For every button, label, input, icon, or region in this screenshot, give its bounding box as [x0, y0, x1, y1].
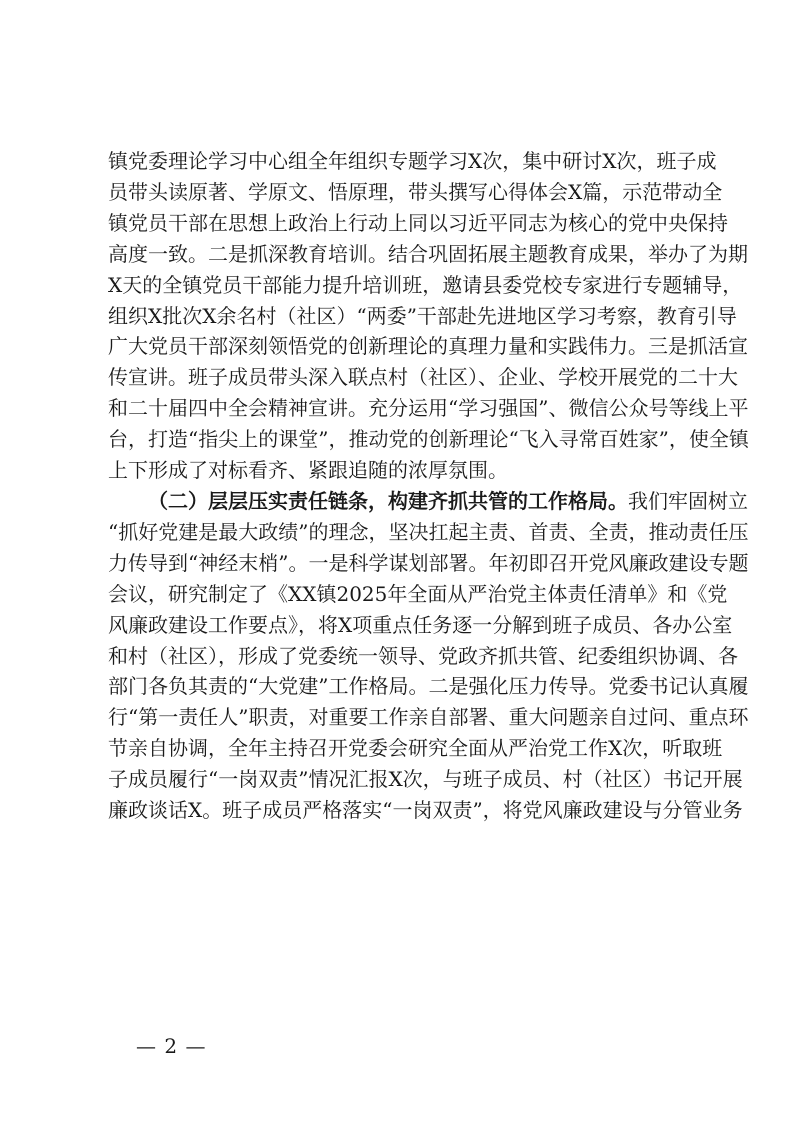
text-line: 部门各负其责的“大党建”工作格局。二是强化压力传导。党委书记认真履	[108, 674, 749, 699]
text-line: 组织X批次X余名村（社区）“两委”干部赴先进地区学习考察，教育引导	[108, 303, 737, 328]
text-line: 会议，研究制定了《XX镇2025年全面从严治党主体责任清单》和《党	[108, 581, 728, 606]
text-line: 员带头读原著、学原文、悟原理，带头撰写心得体会X篇，示范带动全	[108, 179, 723, 204]
text-line: X天的全镇党员干部能力提升培训班，邀请县委党校专家进行专题辅导，	[108, 272, 743, 297]
text-line: 广大党员干部深刻领悟党的创新理论的真理力量和实践伟力。三是抓活宣	[108, 334, 748, 359]
page-number: — 2 —	[136, 1034, 207, 1058]
section-heading-line	[108, 486, 748, 517]
text-line: 和二十届四中全会精神宣讲。充分运用“学习强国”、微信公众号等线上平	[108, 396, 749, 421]
text-line: 行“第一责任人”职责，对重要工作亲自部署、重大问题亲自过问、重点环	[108, 705, 749, 730]
text-line: 镇党员干部在思想上政治上行动上同以习近平同志为核心的党中央保持	[108, 210, 728, 235]
text-line: 台，打造“指尖上的课堂”，推动党的创新理论“飞入寻常百姓家”，使全镇	[108, 427, 749, 452]
text-line: 子成员履行“一岗双责”情况汇报X次，与班子成员、村（社区）书记开展	[108, 767, 743, 792]
text-line: “抓好党建是最大政绩”的理念，坚决扛起主责、首责、全责，推动责任压	[108, 519, 749, 544]
text-line: 廉政谈话X。班子成员严格落实“一岗双责”，将党风廉政建设与分管业务	[108, 798, 743, 823]
text-line: 上下形成了对标看齐、紧跟追随的浓厚氛围。	[108, 458, 508, 483]
body-text	[108, 146, 749, 826]
section-heading-rest: 我们牢固树立	[628, 488, 748, 513]
paragraph-1	[108, 146, 749, 486]
text-line: 风廉政建设工作要点》，将X项重点任务逐一分解到班子成员、各办公室	[108, 612, 733, 637]
text-line: 力传导到“神经末梢”。一是科学谋划部署。年初即召开党风廉政建设专题	[108, 550, 749, 575]
text-line: 节亲自协调，全年主持召开党委会研究全面从严治党工作X次，听取班	[108, 736, 723, 761]
paragraph-2	[108, 486, 749, 826]
text-line: 和村（社区），形成了党委统一领导、党政齐抓共管、纪委组织协调、各	[108, 643, 738, 668]
text-line: 镇党委理论学习中心组全年组织专题学习X次，集中研讨X次，班子成	[108, 149, 717, 173]
text-line: 传宣讲。班子成员带头深入联点村（社区）、企业、学校开展党的二十大	[108, 365, 738, 390]
text-line: 高度一致。二是抓深教育培训。结合巩固拓展主题教育成果，举办了为期	[108, 241, 748, 266]
section-heading: （二）层层压实责任链条，构建齐抓共管的工作格局。	[148, 488, 628, 513]
